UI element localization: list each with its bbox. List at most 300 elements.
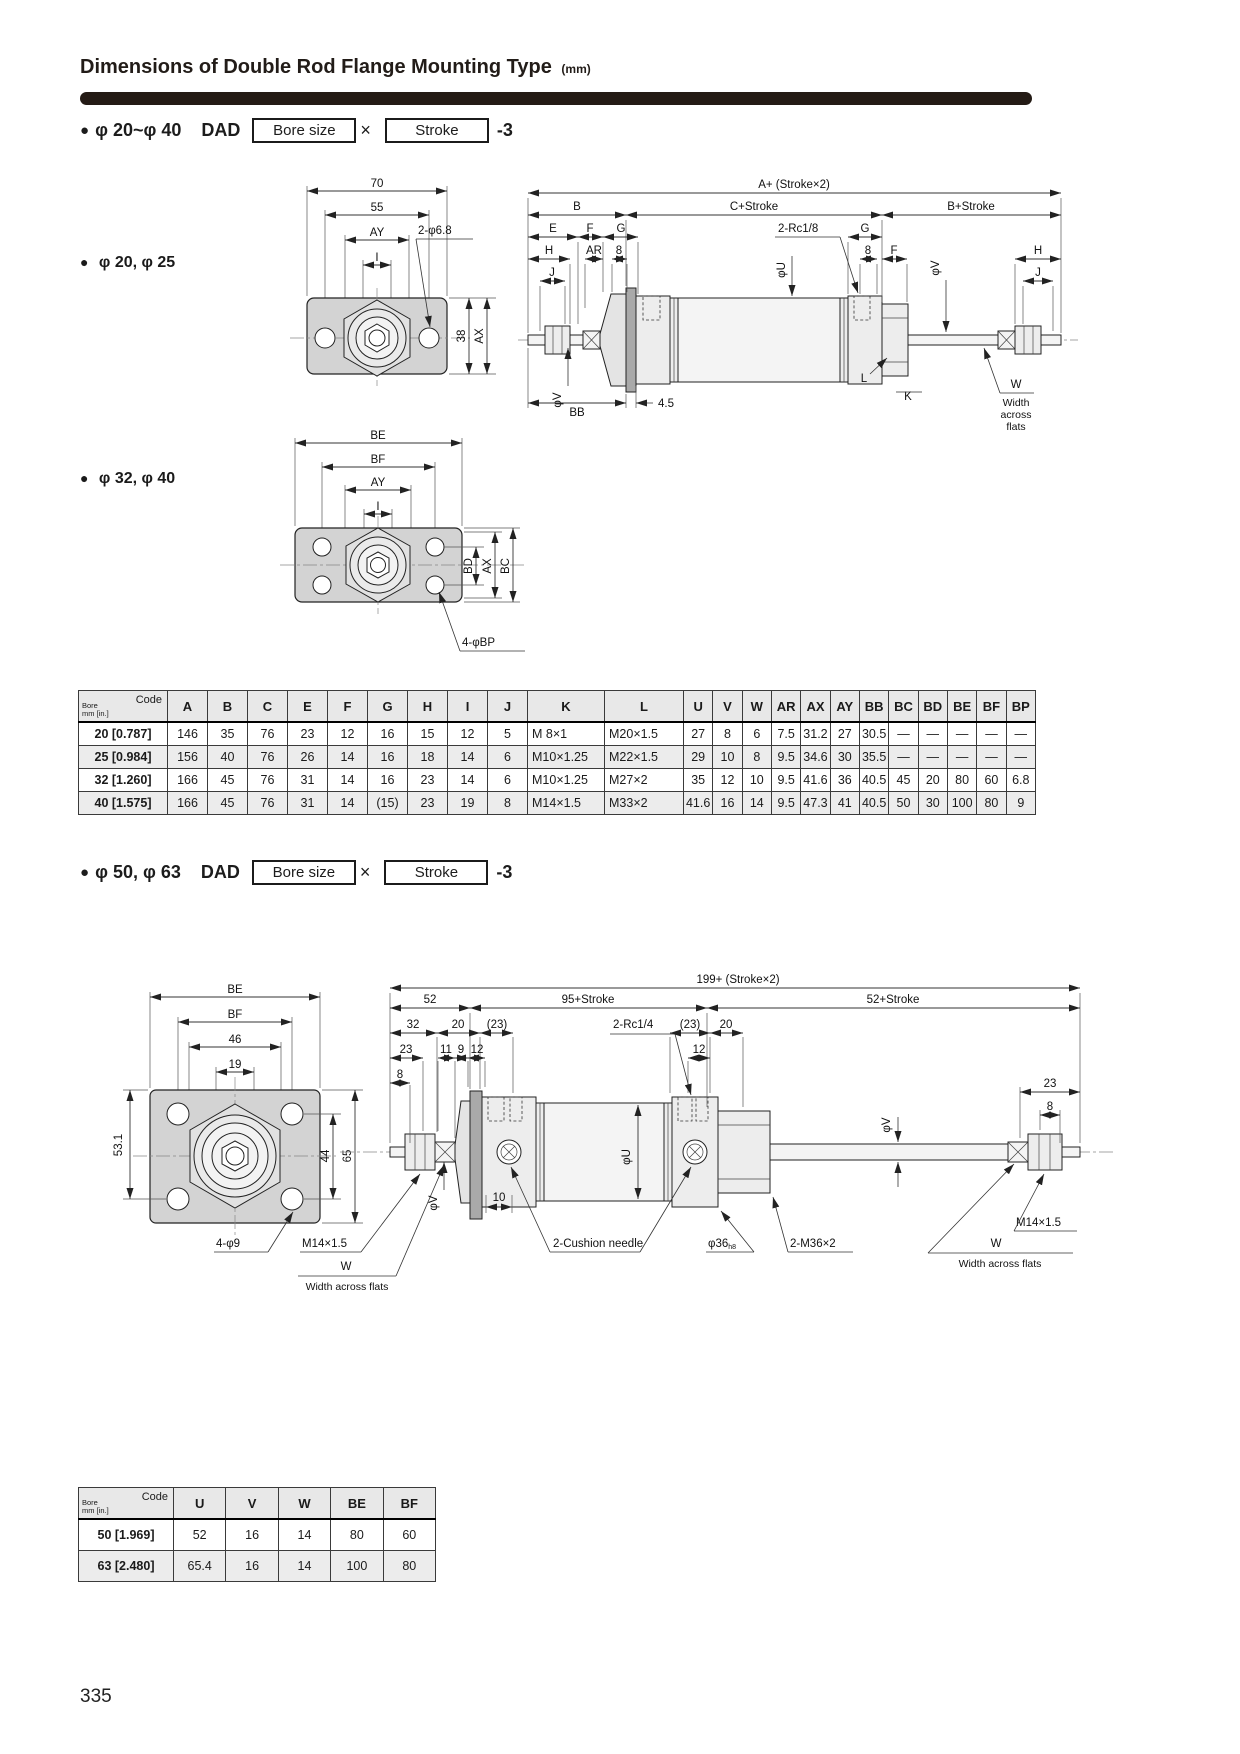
cell: 76 (248, 769, 288, 792)
cell: 45 (208, 792, 248, 815)
cell: 7.5 (771, 722, 800, 746)
dim-label-f-2: F (890, 245, 898, 257)
mount-bell (600, 294, 626, 386)
table-row (79, 792, 1036, 815)
piston-rod (770, 1144, 1008, 1160)
times-symbol: × (359, 862, 371, 882)
dim-label-phi-u-2: φU (621, 1149, 633, 1165)
cell: — (1006, 722, 1035, 746)
cell: 6.8 (1006, 769, 1035, 792)
cell: 50 (889, 792, 918, 815)
dim-label-l: L (860, 373, 868, 385)
label-4-phi-9: 4-φ9 (216, 1238, 241, 1250)
bore-size-box: Bore size (252, 860, 356, 885)
dim-label-9: 9 (457, 1044, 465, 1056)
cell: M22×1.5 (605, 746, 684, 769)
cell: 156 (168, 746, 208, 769)
dim-label-44: 44 (320, 1149, 332, 1163)
cell: 12 (328, 722, 368, 746)
stroke-box: Stroke (385, 118, 489, 143)
flange-plate-side (470, 1091, 482, 1219)
label-across-1: across (1000, 409, 1032, 421)
cell: 5 (488, 722, 528, 746)
cell: 30 (830, 746, 859, 769)
flange-front-view-32-40 (280, 430, 525, 651)
cell: 80 (947, 769, 976, 792)
cell: 9.5 (771, 769, 800, 792)
table-corner-cell (79, 1488, 174, 1520)
dim-label-70: 70 (370, 178, 384, 190)
row-header: 32 [1.260] (79, 769, 168, 792)
cell: M33×2 (605, 792, 684, 815)
cell: 16 (368, 722, 408, 746)
dim-label-23-1: 23 (399, 1044, 413, 1056)
dim-label-total-a: A+ (Stroke×2) (758, 179, 830, 191)
model-code: DAD (201, 120, 241, 140)
table-row (79, 1519, 436, 1551)
cell: 30 (918, 792, 947, 815)
dim-label-8-4: 8 (1046, 1101, 1054, 1113)
table-header-row (79, 1488, 436, 1520)
dim-label-65: 65 (342, 1149, 354, 1163)
dim-label-b: B (573, 201, 581, 213)
times-symbol: × (360, 120, 371, 140)
cell: 35 (684, 769, 713, 792)
flange-front-view-20-25 (290, 178, 496, 386)
row-header: 63 [2.480] (79, 1551, 174, 1582)
mounting-hole (281, 1188, 303, 1210)
cell: 14 (328, 769, 368, 792)
label-4-phi-bp: 4-φBP (462, 637, 496, 649)
cell: — (947, 746, 976, 769)
dim-label-11: 11 (440, 1044, 452, 1056)
section-heading-50-63 (80, 860, 512, 885)
cell: 19 (448, 792, 488, 815)
col-header-u: U (684, 691, 713, 723)
dim-label-23-2: 23 (1043, 1078, 1057, 1090)
col-header-bf: BF (383, 1488, 435, 1520)
label-waf-3: Width across flats (958, 1258, 1042, 1270)
cell: 6 (488, 746, 528, 769)
cell: M 8×1 (528, 722, 605, 746)
dim-label-ay-1: AY (369, 227, 385, 239)
cell: 23 (288, 722, 328, 746)
gland-nut (882, 304, 908, 376)
col-header-c: C (248, 691, 288, 723)
dim-label-i-2: I (376, 501, 380, 513)
cell: 40 (208, 746, 248, 769)
corner-bore-unit: mm [in.] (82, 1506, 109, 1516)
cell: 27 (830, 722, 859, 746)
cell: 16 (226, 1551, 278, 1582)
dim-label-bd: BD (463, 558, 475, 574)
dim-label-phi-v-1: φV (552, 392, 564, 408)
dim-label-bb: BB (569, 407, 585, 419)
dim-label-i-1: I (375, 252, 379, 264)
row-header: 40 [1.575] (79, 792, 168, 815)
cell: 8 (488, 792, 528, 815)
cell: 40.5 (859, 792, 888, 815)
table-row (79, 722, 1036, 746)
cell: 9 (1006, 792, 1035, 815)
cell: 31 (288, 769, 328, 792)
table-row (79, 746, 1036, 769)
col-header-b: B (208, 691, 248, 723)
dim-label-95-stroke: 95+Stroke (561, 994, 615, 1006)
row-header: 50 [1.969] (79, 1519, 174, 1551)
model-suffix: -3 (496, 862, 513, 882)
flange-front-view-50-63 (113, 984, 444, 1293)
cell: 45 (208, 769, 248, 792)
cylinder-tube (678, 298, 840, 382)
table-corner-cell (79, 691, 168, 723)
cell: 26 (288, 746, 328, 769)
bullet-icon: ● (80, 122, 90, 139)
col-header-l: L (605, 691, 684, 723)
dim-label-8-2: 8 (864, 245, 872, 257)
bore-size-box: Bore size (252, 118, 356, 143)
cell: 8 (742, 746, 771, 769)
cell: 29 (684, 746, 713, 769)
cell: — (889, 722, 918, 746)
cell: 6 (488, 769, 528, 792)
col-header-k: K (528, 691, 605, 723)
cell: 80 (331, 1519, 383, 1551)
drawing-bottom (78, 895, 1158, 1315)
bore-range: φ 50, φ 63 (95, 862, 181, 882)
cell: 40.5 (859, 769, 888, 792)
section-heading-20-40 (80, 118, 513, 143)
dim-label-j-1: J (549, 267, 555, 279)
page-title-text: Dimensions of Double Rod Flange Mounting Type (80, 56, 552, 78)
label-cushion-needle: 2-Cushion needle (553, 1238, 644, 1250)
bore-range: φ 20~φ 40 (95, 120, 182, 140)
model-suffix: -3 (496, 120, 513, 140)
row-header: 25 [0.984] (79, 746, 168, 769)
right-head (848, 296, 882, 384)
piston-rod (908, 335, 998, 345)
dim-label-ar: AR (586, 245, 602, 257)
cell: 6 (742, 722, 771, 746)
dim-label-g-1: G (616, 223, 626, 235)
cell: — (918, 722, 947, 746)
dim-label-h-1: H (544, 245, 554, 257)
label-flats-1: flats (1006, 421, 1026, 433)
col-header-a: A (168, 691, 208, 723)
title-rule (80, 92, 1032, 105)
col-header-be: BE (331, 1488, 383, 1520)
cell: 14 (328, 792, 368, 815)
left-head (636, 296, 670, 384)
dim-label-53-1: 53.1 (113, 1133, 125, 1157)
dim-label-12-1: 12 (470, 1044, 484, 1056)
label-m14-1: M14×1.5 (302, 1238, 348, 1250)
corner-bore-unit: mm [in.] (82, 709, 109, 719)
col-header-ar: AR (771, 691, 800, 723)
cell: 36 (830, 769, 859, 792)
dim-label-4-5: 4.5 (658, 398, 674, 410)
cell: 14 (278, 1519, 330, 1551)
label-waf-2: Width across flats (305, 1281, 389, 1293)
cell: — (918, 746, 947, 769)
cell: 80 (383, 1551, 435, 1582)
cell: 31 (288, 792, 328, 815)
dim-label-bf-2: BF (227, 1009, 243, 1021)
cell: 166 (168, 792, 208, 815)
dim-label-be-2: BE (227, 984, 243, 996)
corner-bore-word: Bore (82, 700, 98, 710)
dim-label-be-1: BE (370, 430, 386, 442)
cell: 23 (408, 792, 448, 815)
corner-bore-label (82, 702, 109, 719)
dim-label-k: K (904, 391, 912, 403)
dimension-table-20-40 (78, 690, 1036, 815)
corner-bore-word: Bore (82, 1497, 98, 1507)
col-header-u: U (174, 1488, 226, 1520)
mounting-hole (313, 538, 331, 556)
dim-label-52-stroke: 52+Stroke (866, 994, 920, 1006)
dim-label-12-2: 12 (692, 1044, 706, 1056)
cell: 16 (368, 769, 408, 792)
cell: 76 (248, 792, 288, 815)
dim-label-b-stroke: B+Stroke (947, 201, 995, 213)
col-header-ay: AY (830, 691, 859, 723)
cell: 27 (684, 722, 713, 746)
cell: M10×1.25 (528, 746, 605, 769)
dim-label-total-199: 199+ (Stroke×2) (696, 974, 780, 986)
page-number: 335 (80, 1686, 112, 1707)
cell: 16 (368, 746, 408, 769)
dim-label-f-1: F (586, 223, 594, 235)
mounting-hole (426, 576, 444, 594)
cell: 80 (977, 792, 1006, 815)
dim-label-w-1: W (1010, 379, 1022, 391)
rod-tip (528, 335, 545, 345)
col-header-w: W (278, 1488, 330, 1520)
cell: 65.4 (174, 1551, 226, 1582)
model-code: DAD (200, 862, 240, 882)
mounting-hole (313, 576, 331, 594)
dim-label-w-2: W (340, 1261, 352, 1273)
page-title-unit: (mm) (561, 62, 591, 76)
dim-label-32: 32 (406, 1019, 420, 1031)
mounting-hole (315, 328, 335, 348)
cell: 12 (448, 722, 488, 746)
rod-tip (1041, 335, 1061, 345)
dim-label-19: 19 (228, 1059, 242, 1071)
cylinder-tube (544, 1103, 664, 1201)
bullet-icon: ● (80, 864, 90, 881)
cell: 60 (977, 769, 1006, 792)
dim-label-10: 10 (492, 1192, 506, 1204)
corner-code-label: Code (141, 1491, 168, 1503)
cell: M10×1.25 (528, 769, 605, 792)
cell: M20×1.5 (605, 722, 684, 746)
cell: 14 (278, 1551, 330, 1582)
dim-label-23p-1: (23) (486, 1019, 508, 1031)
cell: 14 (742, 792, 771, 815)
col-header-i: I (448, 691, 488, 723)
gland-nut (718, 1111, 770, 1193)
cell: 23 (408, 769, 448, 792)
flange-plate-side (626, 288, 636, 392)
col-header-ax: AX (801, 691, 830, 723)
cell: 41.6 (801, 769, 830, 792)
label-2-m36: 2-M36×2 (790, 1238, 836, 1250)
sub-label-text: φ 32, φ 40 (98, 470, 176, 487)
side-view-20-40 (518, 179, 1078, 433)
table-row (79, 769, 1036, 792)
dim-label-phi-u-1: φU (776, 262, 788, 278)
mounting-hole (419, 328, 439, 348)
cell: 41 (830, 792, 859, 815)
dim-label-20-2: 20 (719, 1019, 733, 1031)
dim-label-e: E (549, 223, 557, 235)
cell: 30.5 (859, 722, 888, 746)
cell: — (977, 722, 1006, 746)
cell: 76 (248, 746, 288, 769)
col-header-g: G (368, 691, 408, 723)
cell: 146 (168, 722, 208, 746)
bullet-icon: ● (80, 254, 89, 270)
dim-label-j-2: J (1035, 267, 1041, 279)
row-header: 20 [0.787] (79, 722, 168, 746)
col-header-bp: BP (1006, 691, 1035, 723)
cell: 60 (383, 1519, 435, 1551)
dim-label-bf-1: BF (370, 454, 386, 466)
dim-label-38: 38 (456, 329, 468, 343)
cell: 47.3 (801, 792, 830, 815)
cell: 9.5 (771, 746, 800, 769)
mounting-hole (281, 1103, 303, 1125)
cell: — (947, 722, 976, 746)
mounting-hole (167, 1103, 189, 1125)
side-view-50-63 (340, 974, 1113, 1270)
cell: 45 (889, 769, 918, 792)
label-m14-2: M14×1.5 (1016, 1217, 1062, 1229)
col-header-bf: BF (977, 691, 1006, 723)
col-header-be: BE (947, 691, 976, 723)
cell: 52 (174, 1519, 226, 1551)
cell: 35 (208, 722, 248, 746)
corner-bore-label (82, 1499, 109, 1516)
cell: 15 (408, 722, 448, 746)
col-header-j: J (488, 691, 528, 723)
dim-label-phi-v-3: φV (428, 1195, 440, 1211)
col-header-v: V (226, 1488, 278, 1520)
dimension-table-50-63 (78, 1487, 436, 1582)
corner-code-label: Code (135, 694, 162, 706)
cell: — (977, 746, 1006, 769)
cell: M27×2 (605, 769, 684, 792)
cell: 100 (331, 1551, 383, 1582)
label-phi-36: φ36h8 (708, 1238, 737, 1251)
cell: 166 (168, 769, 208, 792)
cell: — (1006, 746, 1035, 769)
cell: 16 (713, 792, 742, 815)
mount-bell (455, 1101, 470, 1203)
cell: 20 (918, 769, 947, 792)
col-header-e: E (288, 691, 328, 723)
table-row (79, 1551, 436, 1582)
dim-label-ay-2: AY (370, 477, 386, 489)
dim-label-8-3: 8 (396, 1069, 404, 1081)
cell: 9.5 (771, 792, 800, 815)
cell: 35.5 (859, 746, 888, 769)
cell: M14×1.5 (528, 792, 605, 815)
dim-label-52: 52 (423, 994, 437, 1006)
label-width-1: Width (1002, 397, 1030, 409)
rod-nut (1015, 326, 1041, 354)
dim-label-bc: BC (500, 558, 512, 574)
dim-label-20-1: 20 (451, 1019, 465, 1031)
mounting-hole (167, 1188, 189, 1210)
rod-tip (390, 1147, 405, 1157)
col-header-v: V (713, 691, 742, 723)
rod-tip (1062, 1147, 1080, 1157)
sub-label-text: φ 20, φ 25 (98, 254, 176, 271)
stroke-box: Stroke (384, 860, 488, 885)
cell: 12 (713, 769, 742, 792)
dim-label-23p-2: (23) (679, 1019, 701, 1031)
label-2-rc1-4: 2-Rc1/4 (613, 1019, 654, 1031)
dim-label-g-2: G (860, 223, 870, 235)
dim-label-55: 55 (370, 202, 384, 214)
col-header-bc: BC (889, 691, 918, 723)
dim-label-ax-2: AX (482, 558, 494, 574)
col-header-bd: BD (918, 691, 947, 723)
cell: 14 (328, 746, 368, 769)
cell: 8 (713, 722, 742, 746)
cell: 41.6 (684, 792, 713, 815)
col-header-w: W (742, 691, 771, 723)
dim-label-h-2: H (1033, 245, 1043, 257)
cell: 100 (947, 792, 976, 815)
table-header-row (79, 691, 1036, 723)
cell: 16 (226, 1519, 278, 1551)
col-header-f: F (328, 691, 368, 723)
label-2-phi-6-8: 2-φ6.8 (418, 225, 452, 237)
rod-nut (1028, 1134, 1062, 1170)
cell: (15) (368, 792, 408, 815)
label-2-rc1-8: 2-Rc1/8 (778, 223, 819, 235)
dim-label-phi-v-4: φV (881, 1117, 893, 1133)
cell: 18 (408, 746, 448, 769)
cell: 10 (713, 746, 742, 769)
cell: 10 (742, 769, 771, 792)
rod-nut (405, 1134, 435, 1170)
dim-label-phi-v-2: φV (930, 260, 942, 276)
cell: 14 (448, 769, 488, 792)
dim-label-w-3: W (990, 1238, 1002, 1250)
dim-label-8-1: 8 (615, 245, 623, 257)
cell: 76 (248, 722, 288, 746)
drawing-top (78, 148, 1058, 653)
dim-label-46: 46 (228, 1034, 242, 1046)
cell: 14 (448, 746, 488, 769)
page-title (80, 56, 591, 79)
cell: 34.6 (801, 746, 830, 769)
rod-nut (545, 326, 570, 354)
dim-label-c-stroke: C+Stroke (729, 201, 779, 213)
col-header-bb: BB (859, 691, 888, 723)
dim-label-ax-1: AX (474, 328, 486, 344)
col-header-h: H (408, 691, 448, 723)
cell: 31.2 (801, 722, 830, 746)
mounting-hole (426, 538, 444, 556)
cell: — (889, 746, 918, 769)
bullet-icon: ● (80, 470, 89, 486)
